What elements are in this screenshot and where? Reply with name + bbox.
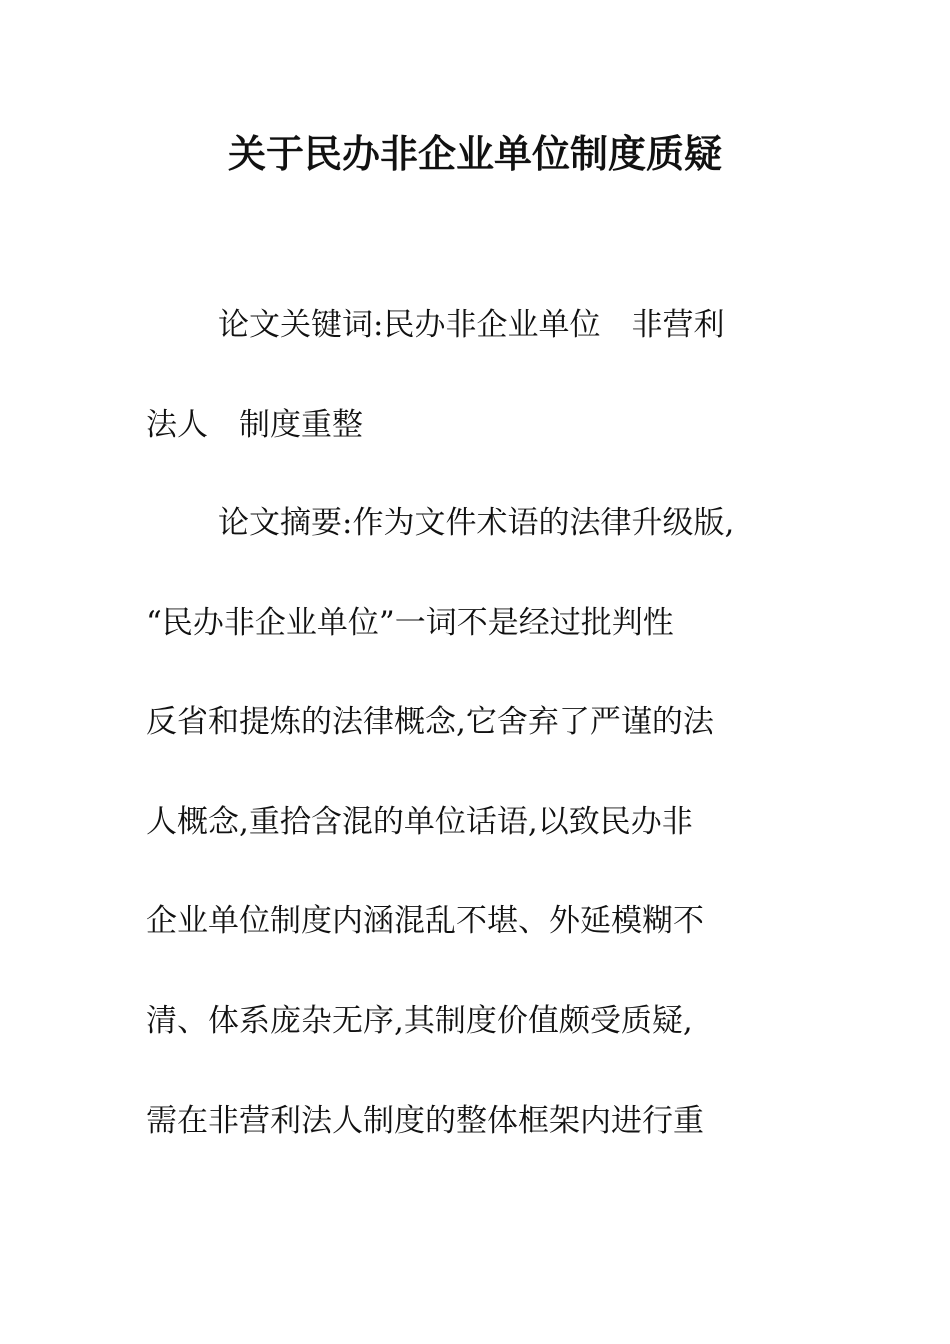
document-title: 关于民办非企业单位制度质疑	[227, 131, 722, 176]
abstract-line-4: 人概念,重拾含混的单位话语,以致民办非	[146, 804, 693, 840]
abstract-line-7: 需在非营利法人制度的整体框架内进行重	[146, 1103, 704, 1139]
keywords-line-2: 法人 制度重整	[146, 407, 363, 443]
abstract-line-5: 企业单位制度内涵混乱不堪、外延模糊不	[146, 903, 704, 939]
abstract-line-1: 论文摘要:作为文件术语的法律升级版,	[218, 505, 735, 541]
keywords-line-1: 论文关键词:民办非企业单位 非营利	[218, 307, 725, 343]
abstract-line-2: “民办非企业单位”一词不是经过批判性	[146, 605, 674, 641]
abstract-line-3: 反省和提炼的法律概念,它舍弃了严谨的法	[146, 704, 714, 740]
abstract-line-6: 清、体系庞杂无序,其制度价值颇受质疑,	[146, 1003, 693, 1039]
